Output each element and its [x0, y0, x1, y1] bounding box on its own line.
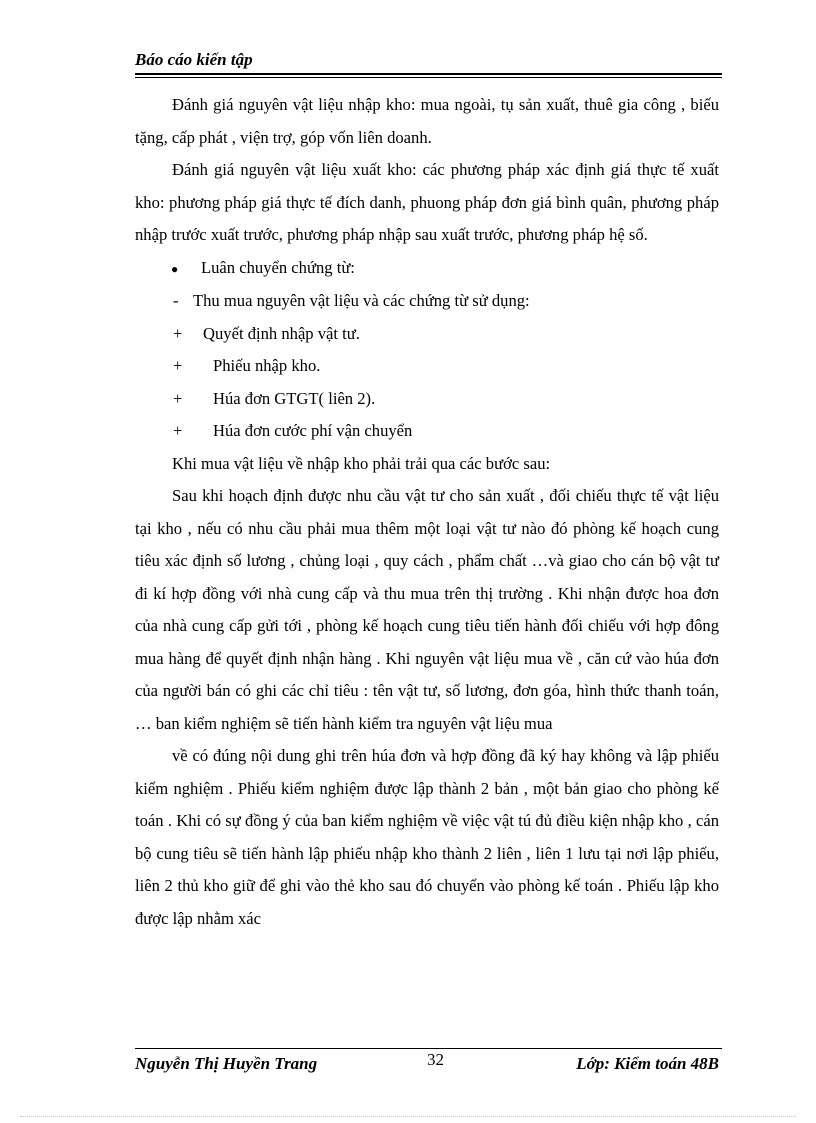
dash-icon: - [173, 291, 179, 310]
plus-item-text: Húa đơn cước phí vận chuyển [213, 421, 413, 440]
running-header-title: Báo cáo kiến tập [135, 50, 253, 69]
plus-item-text: Phiếu nhập kho. [213, 356, 321, 375]
paragraph-inspection-process: về có đúng nội dung ghi trên húa đơn và hợp đồng đã ký hay không và lập phiếu kiểm nghiệm . Phiếu kiểm nghiệm được lập thành 2 bản , một bản giao cho phòng kế toán . Khi có sự đồng ý của ban kiểm nghiệm về việc vật tú đủ điều kiện nhập kho , cán bộ cung tiêu sẽ tiến hành lập phiếu nhập kho thành 2 liên , liên 1 lưu tại nơi lập phiếu, liên 2 thủ kho giữ để ghi vào thẻ kho sau đó chuyển vào phòng kế toán . Phiếu lập kho được lập nhằm xác [135, 746, 719, 928]
bullet-text: Luân chuyển chứng từ: [201, 257, 355, 277]
plus-item [135, 350, 719, 383]
header-divider-thin [135, 77, 722, 78]
plus-item-text: Húa đơn GTGT( liên 2). [213, 388, 376, 408]
plus-icon: + [173, 356, 183, 375]
paragraph-procurement-process: Sau khi hoạch định được nhu cầu vật tư cho sản xuất , đối chiếu thực tế vật liệu tại kho , nếu có nhu cầu phải mua thêm một loại vật tư nào đó phòng kế hoạch cung tiêu xác định số lương , chủng loại , quy cách , phẩm chất …và giao cho cán bộ vật tư đi kí hợp đồng với nhà cung cấp và thu mua trên thị trường . Khi nhận được hoa đơn của nhà cung cấp gửi tới , phòng kế hoạch cung tiêu tiến hành đối chiếu với hợp đông mua hàng để quyết định nhận hàng . Khi nguyên vật liệu mua về , căn cứ vào húa đơn của người bán có ghi các chỉ tiêu : tên vật tư, số lương, đơn góa, hình thức thanh toán, … ban kiểm nghiệm sẽ tiến hành kiểm tra nguyên vật liệu mua [135, 486, 719, 733]
paragraph-steps-intro: Khi mua vật liệu về nhập kho phải trải qua các bước sau: [172, 453, 551, 473]
plus-icon: + [173, 323, 183, 343]
page-number: 32 [427, 1050, 444, 1069]
plus-icon: + [173, 421, 183, 440]
footer-class-label: Lớp: Kiểm toán 48B [576, 1054, 719, 1073]
paragraph-export-valuation: Đánh giá nguyên vật liệu xuất kho: các phương pháp xác định giá thực tế xuất kho: phương pháp giá thực tế đích danh, phuong pháp đơn giá bình quân, phương pháp nhập trước xuất trước, phương pháp nhập sau xuất trước, phương pháp hệ số. [135, 160, 719, 244]
plus-item-text: Quyết định nhập vật tư. [203, 323, 360, 343]
paragraph-import-valuation: Đánh giá nguyên vật liệu nhập kho: mua ngoài, tụ sản xuất, thuê gia công , biếu tặng, cấp phát , viện trợ, góp vốn liên doanh. [135, 95, 719, 147]
footer-author: Nguyễn Thị Huyền Trang [135, 1054, 318, 1073]
plus-item [135, 415, 719, 448]
page-bottom-dotted-edge [20, 1116, 796, 1117]
bullet-icon: ● [171, 261, 179, 276]
dash-text: Thu mua nguyên vật liệu và các chứng từ sử dụng: [193, 291, 530, 310]
dash-item [135, 285, 719, 318]
plus-item [135, 318, 719, 351]
plus-item [135, 383, 719, 416]
footer-divider [135, 1048, 722, 1049]
header-divider [135, 73, 722, 75]
bullet-item [135, 252, 719, 286]
plus-icon: + [173, 388, 183, 408]
page-body [135, 89, 719, 935]
